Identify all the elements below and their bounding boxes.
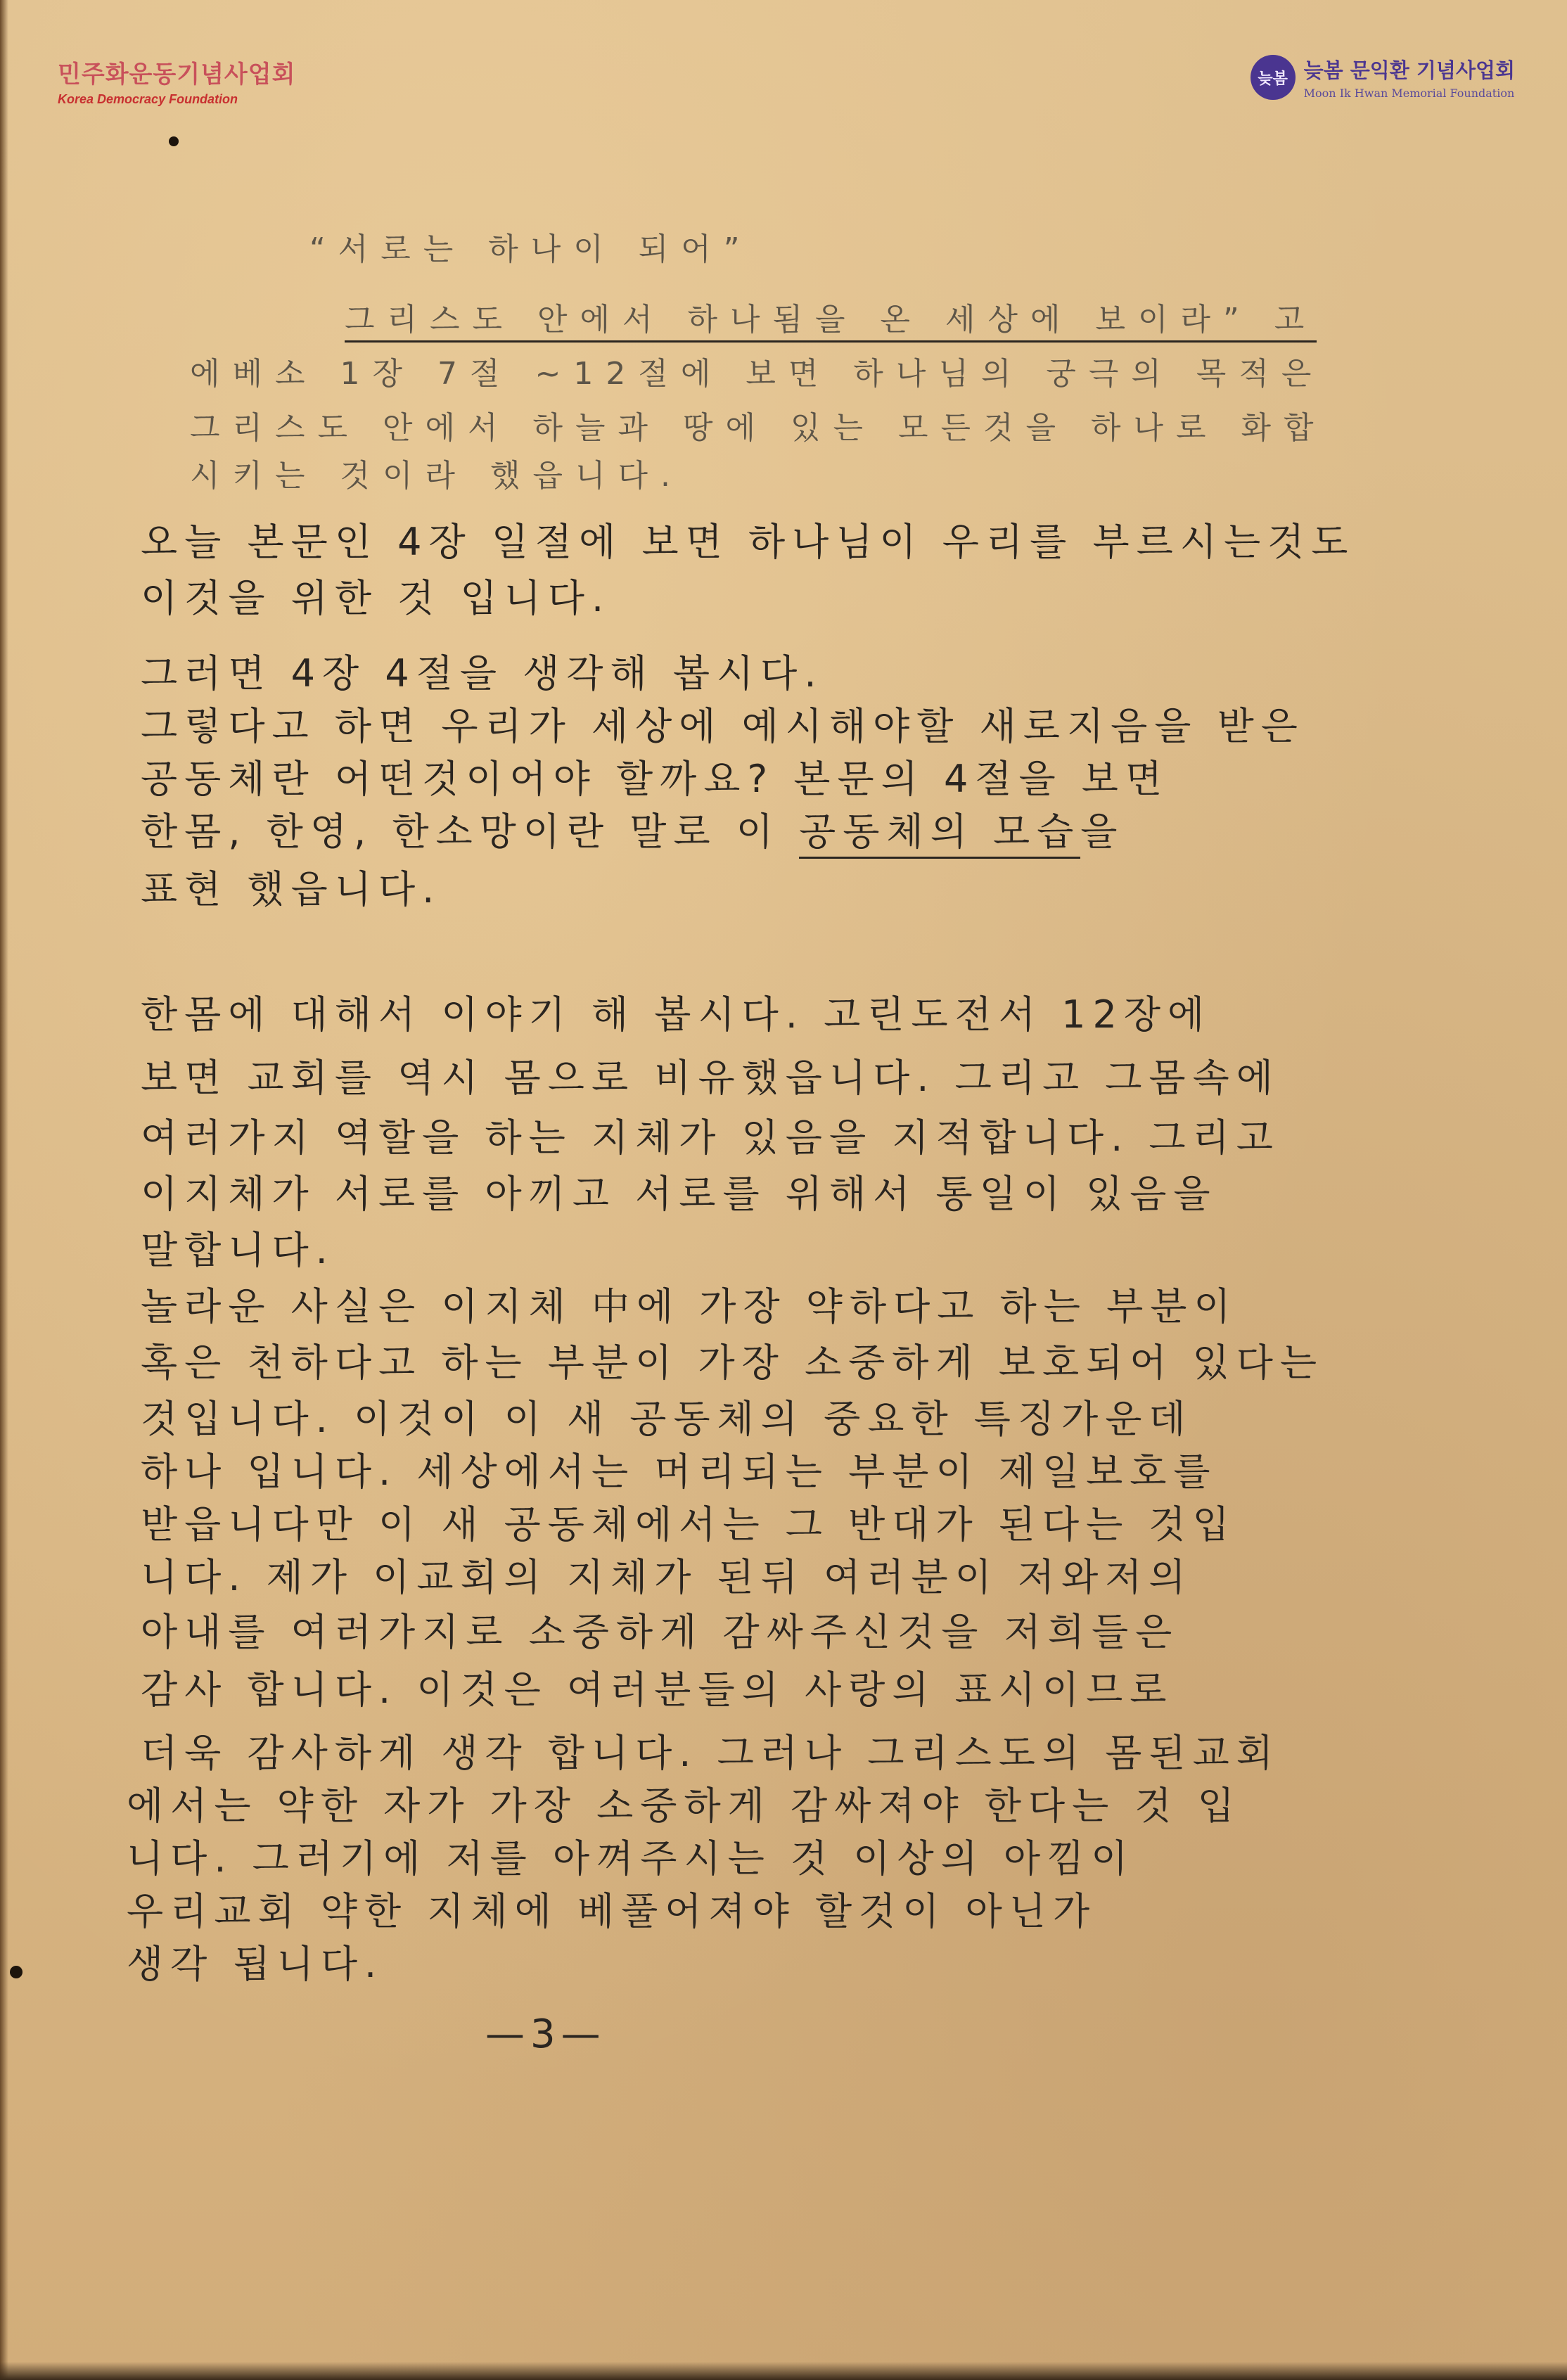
- text-line: 그리스도 안에서 하나됨을 온 세상에 보이라” 고: [345, 294, 1317, 339]
- text-line: 공동체란 어떤것이어야 할까요? 본문의 4절을 보면: [141, 757, 1170, 801]
- text-line: 것입니다. 이것이 이 새 공동체의 중요한 특징가운데: [141, 1397, 1193, 1441]
- text-line: 그리스도 안에서 하늘과 땅에 있는 모든것을 하나로 화합: [190, 410, 1326, 446]
- text-line: 에서는 약한 자가 가장 소중하게 감싸져야 한다는 것 입: [127, 1784, 1241, 1828]
- moon-ik-hwan-foundation-logo: [1251, 55, 1515, 100]
- text-line: 그러면 4장 4절을 생각해 봅시다.: [141, 651, 824, 696]
- text-line: 표현 했읍니다.: [141, 867, 442, 911]
- text-line: 아내를 여러가지로 소중하게 감싸주신것을 저희들은: [141, 1610, 1179, 1654]
- text-line: 그렇다고 하면 우리가 세상에 예시해야할 새로지음을 받은: [141, 704, 1305, 748]
- underlined-phrase: 공동체의 모습: [799, 810, 1080, 859]
- text-line: 한몸, 한영, 한소망이란 말로 이 공동체의 모습을: [141, 802, 1124, 856]
- text-line: 보면 교회를 역시 몸으로 비유했읍니다. 그리고 그몸속에: [141, 1056, 1280, 1100]
- punch-dot: [169, 136, 179, 146]
- text-line: 놀라운 사실은 이지체 中에 가장 약하다고 하는 부분이: [141, 1284, 1238, 1329]
- text-line: 여러가지 역할을 하는 지체가 있음을 지적합니다. 그리고: [141, 1115, 1280, 1160]
- text-line: 더욱 감사하게 생각 합니다. 그러나 그리스도의 몸된교회: [141, 1731, 1280, 1775]
- logo-korean-text: 민주화운동기념사업회: [58, 60, 296, 89]
- text-line: 말합니다.: [141, 1228, 335, 1272]
- text-line: 하나 입니다. 세상에서는 머리되는 부분이 제일보호를: [141, 1450, 1217, 1494]
- logo-english-text: Moon Ik Hwan Memorial Foundation: [1303, 87, 1515, 100]
- logo-korean-text: 늦봄 문익환 기념사업회: [1303, 58, 1515, 82]
- korea-democracy-foundation-logo: [58, 55, 295, 107]
- punch-dot: [10, 1966, 23, 1978]
- neutbom-seal-icon: 늦봄: [1251, 55, 1296, 100]
- text-line: 이지체가 서로를 아끼고 서로를 위해서 통일이 있음을: [141, 1172, 1217, 1216]
- quote-title: “서로는 하나이 되어”: [309, 231, 753, 267]
- text-line: 혹은 천하다고 하는 부분이 가장 소중하게 보호되어 있다는: [141, 1341, 1324, 1385]
- text-line: 우리교회 약한 지체에 베풀어져야 할것이 아닌가: [127, 1889, 1097, 1933]
- text-line: 받읍니다만 이 새 공동체에서는 그 반대가 된다는 것입: [141, 1502, 1236, 1547]
- text-line: 오늘 본문인 4장 일절에 보면 하나님이 우리를 부르시는것도: [141, 520, 1355, 564]
- text-line: 감사 합니다. 이것은 여러분들의 사랑의 표시이므로: [141, 1668, 1174, 1712]
- text-line: 이것을 위한 것 입니다.: [141, 576, 611, 620]
- page-number: —3—: [485, 2011, 606, 2057]
- text-line: 니다. 제가 이교회의 지체가 된뒤 여러분이 저와저의: [141, 1555, 1193, 1599]
- text-line: 시키는 것이라 했읍니다.: [190, 458, 683, 494]
- text-line: 니다. 그러기에 저를 아껴주시는 것 이상의 아낌이: [127, 1836, 1135, 1881]
- text-line: 생각 됩니다.: [127, 1942, 384, 1986]
- text-line: 에베소 1장 7절 ~12절에 보면 하나님의 궁극의 목적은: [190, 356, 1324, 392]
- logo-english-text: Korea Democracy Foundation: [58, 92, 238, 106]
- text-line-start: 한몸, 한영, 한소망이란 말로 이: [141, 810, 800, 854]
- text-line: 한몸에 대해서 이야기 해 봅시다. 고린도전서 12장에: [141, 992, 1212, 1037]
